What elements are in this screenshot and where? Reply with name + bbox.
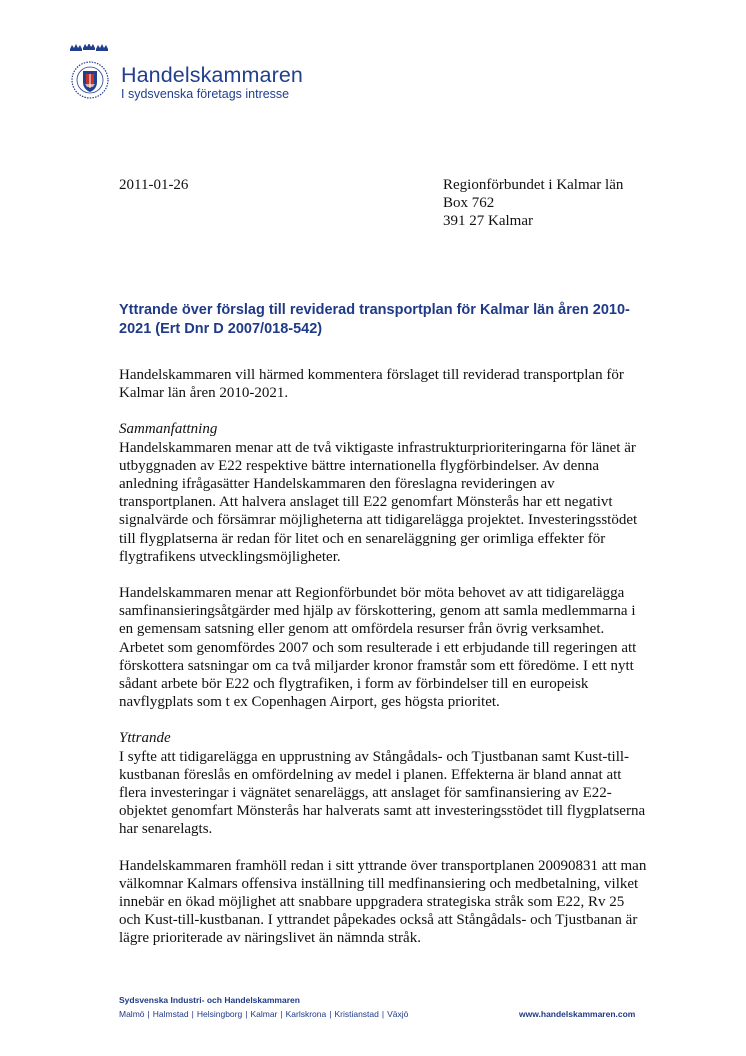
footer-city: Malmö <box>119 1009 145 1019</box>
section-heading: Sammanfattning <box>119 421 218 438</box>
footer-city: Kalmar <box>250 1009 278 1019</box>
recipient-line: Box 762 <box>443 195 495 211</box>
recipient-address <box>443 176 623 230</box>
body-paragraph: Handelskammaren menar att de två viktigaste infrastrukturprioriteringarna för länet är utbyggnaden av E22 respektive bättre internationella flygförbindelser. Av denna anledning ifrågasätter Handelskammaren den föreslagna revideringen av transportplanen. Att halvera anslaget till E22 genomfart Mönsterås har ett negativt signalvärde och försämrar möjligheterna att tidigarelägga projektet. Investeringsstödet till flygplatserna är redan för litet och en senareläggning ger orimliga effekter för flygtrafikens utvecklingsmöjligheter. <box>119 439 638 565</box>
letter-title: Yttrande över förslag till reviderad transportplan för Kalmar län åren 2010-2021 (Ert Dnr D 2007/018-542) <box>119 302 630 337</box>
body-paragraph: Handelskammaren framhöll redan i sitt yttrande över transportplanen 20090831 att man välkomnar Kalmars offensiva inställning till medfinansiering och medbetalning, vilket innebär en ökad möjlighet att snabbare uppgradera strategiska stråk som E22, Rv 25 och Kust-till-kustbanan. I yttrandet påpekades också att Stångådals- och Tjustbanan är lägre prioriterade av näringslivet än nämnda stråk. <box>119 857 647 947</box>
footer-url[interactable]: www.handelskammaren.com <box>519 1009 636 1019</box>
brand-name: Handelskammaren <box>121 63 303 87</box>
intro-paragraph: Handelskammaren vill härmed kommentera förslaget till reviderad transportplan för Kalmar län åren 2010-2021. <box>119 367 624 402</box>
recipient-line: 391 27 Kalmar <box>443 213 533 229</box>
footer-city: Växjö <box>387 1009 409 1019</box>
body-paragraph: I syfte att tidigarelägga en upprustning av Stångådals- och Tjustbanan samt Kust-till-kustbanan föreslås en omfördelning av medel i planen. Effekterna är bland annat att flera investeringar i vägnätet senareläggs, att anslaget för samfinansiering av E22-objektet genomfart Mönsterås har halverats samt att investeringsstödet till flygplatserna har senarelagts. <box>119 748 646 838</box>
brand-block <box>121 63 303 102</box>
footer-city: Kristianstad <box>334 1009 379 1019</box>
footer-city: Halmstad <box>152 1009 189 1019</box>
body-paragraph: Handelskammaren menar att Regionförbundet bör möta behovet av att tidigarelägga samfinansieringsåtgärder med hjälp av förskottering, genom att samla medlemmarna i en gemensam satsning eller genom att omfördela resurser från övrig verksamhet. Arbetet som genomfördes 2007 och som resulterade i ett erbjudande till regeringen att förskottera satsningar om ca två miljarder kronor framstår som ett föredöme. I ett nytt sådant arbete bör E22 och flygtrafiken, i form av förbindelser till en europeisk navflygplats som t ex Copenhagen Airport, ges högsta prioritet. <box>119 585 637 711</box>
chamber-of-commerce-seal-icon <box>64 44 116 106</box>
footer-city: Helsingborg <box>196 1009 243 1019</box>
brand-tagline: I sydsvenska företags intresse <box>121 87 290 101</box>
section-heading: Yttrande <box>119 730 171 747</box>
footer-city: Karlskrona <box>285 1009 327 1019</box>
footer-cities: Malmö | Halmstad | Helsingborg | Kalmar | Karlskrona | Kristianstad | Växjö <box>119 1009 409 1019</box>
letter-date: 2011-01-26 <box>119 177 189 193</box>
footer-company: Sydsvenska Industri- och Handelskammaren <box>119 995 300 1005</box>
letter-body <box>119 366 647 966</box>
recipient-line: Regionförbundet i Kalmar län <box>443 177 624 193</box>
